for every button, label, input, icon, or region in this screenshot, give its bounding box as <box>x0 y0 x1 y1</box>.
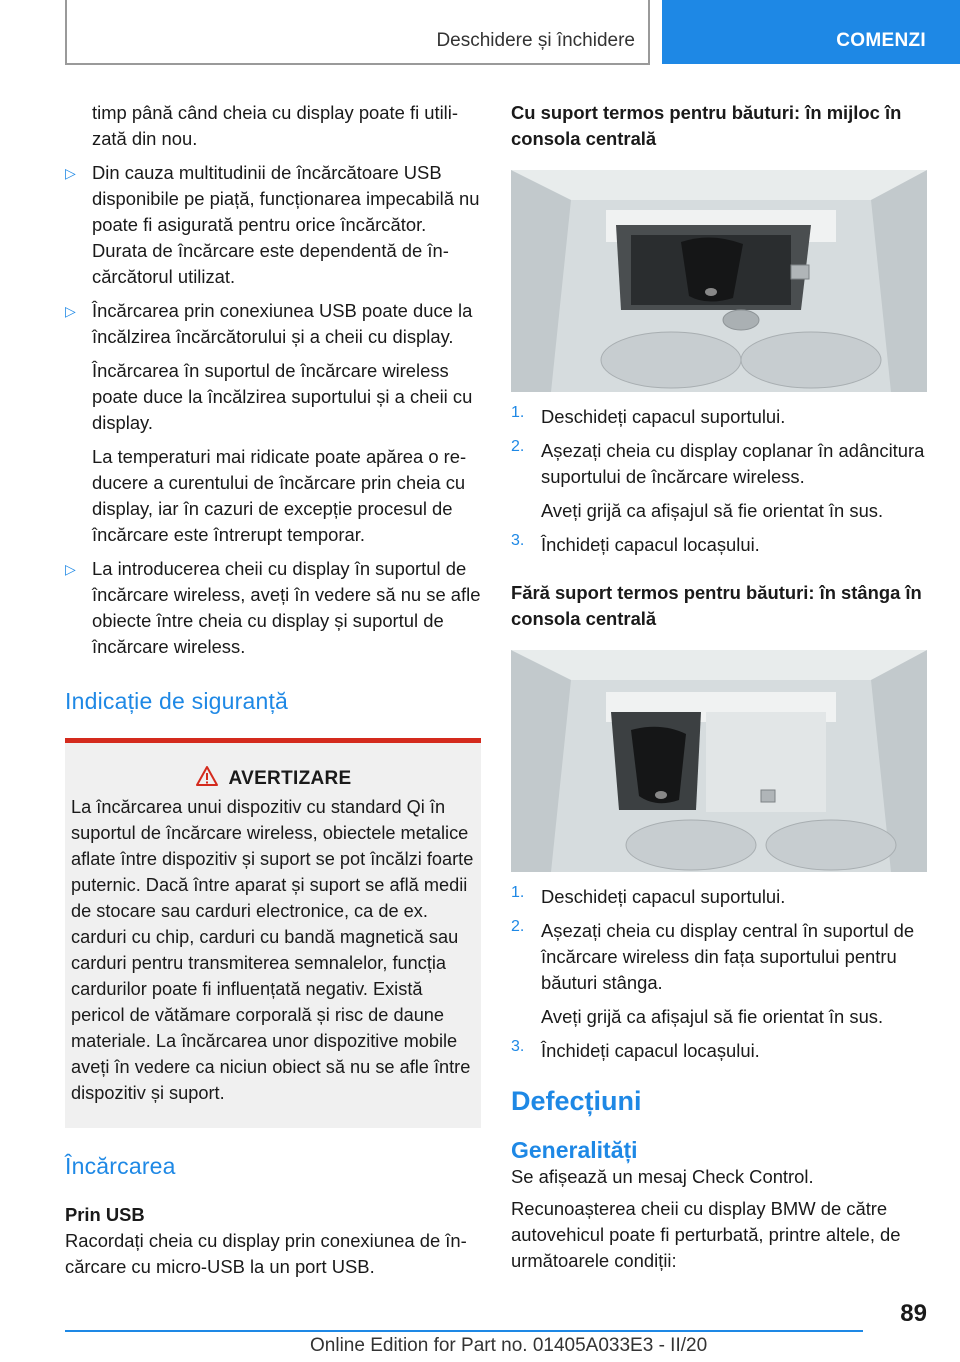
usb-text: Racordați cheia cu display prin conexiunea de încărcare cu micro-USB la un port USB. <box>65 1230 467 1277</box>
continued-text: timp până când cheia cu display poate fi utilizată din nou. <box>92 102 458 149</box>
bullet-text: La temperaturi mai ridicate poate apărea o reducere a curentului de încărcare prin cheia cu display, iar în cazuri de excepție procesul de încărcare este întrerupt temporar. <box>92 446 467 545</box>
header-rule-left <box>65 0 67 64</box>
bullet-text: Din cauza multitudinii de încărcătoare USB disponibile pe piață, funcționarea impecabilă nu poate fi asigurată pentru orice încărcător. Durata de încărcare este dependentă de încărcătorul utilizat. <box>92 162 480 287</box>
step-text: Așezați cheia cu display coplanar în adâncitura suportului de încărcare wireless. <box>541 440 925 487</box>
list-item <box>511 438 927 524</box>
left-column <box>65 100 481 1280</box>
general-heading: Generalități <box>511 1137 638 1163</box>
header-rule-right <box>648 0 650 64</box>
step-text: Închideți capacul locașului. <box>541 1040 760 1061</box>
chapter-tab-label: COMENZI <box>836 30 926 51</box>
list-item <box>65 556 481 660</box>
general-text-2: Recunoașterea cheii cu display BMW de către autovehicul poate fi perturbată, printre altele, de următoarele condiții: <box>511 1198 901 1271</box>
step-text: Aveți grijă ca afișajul să fie orientat în sus. <box>541 500 884 521</box>
step-number: 2. <box>511 918 525 935</box>
warning-header <box>71 765 475 792</box>
list-item <box>511 1038 927 1064</box>
usb-heading: Prin USB <box>65 1204 145 1225</box>
section-title: Deschidere și închidere <box>436 30 635 51</box>
warning-text: La încărcarea unui dispozitiv cu standard Qi în suportul de încărcare wireless, obiectele metalice aflate între dispozitiv și suport se pot încălzi foarte puternic. Dacă între aparat și suport se află medii de stocare sau carduri electronice, ca de ex. carduri cu chip, carduri cu bandă magnetică sau carduri pentru transmiterea semnalelor, funcția cardurilor poate fi influențată negativ. Există pericol de vătămare corporală și risc de daune materiale. La încărcarea unor dispozitive mobile aveți în vedere ca niciun obiect să nu se afle între dispozitiv și suport. <box>71 797 474 1103</box>
charging-heading: Încărcarea <box>65 1153 176 1179</box>
subheading-center-console: Cu suport termos pentru băuturi: în mijloc în consola centrală <box>511 102 902 149</box>
step-text: Deschideți capacul suportului. <box>541 886 786 907</box>
list-item <box>511 884 927 910</box>
warning-title: AVERTIZARE <box>228 767 352 789</box>
step-text: Așezați cheia cu display central în suportul de încărcare wireless din fața suportului pentru băuturi stânga. <box>541 920 915 993</box>
subheading-left-console: Fără suport termos pentru băuturi: în stânga în consola centrală <box>511 582 922 629</box>
list-item <box>65 298 481 548</box>
bullet-text: Încărcarea prin conexiunea USB poate duce la încălzirea încărcătorului și a cheii cu display. <box>92 300 473 347</box>
warning-triangle-icon <box>195 765 219 792</box>
list-item <box>511 918 927 1030</box>
footer-edition: Online Edition for Part no. 01405A033E3 - II/20 <box>310 1335 708 1356</box>
general-text-1: Se afișează un mesaj Check Control. <box>511 1166 814 1187</box>
step-number: 1. <box>511 404 525 421</box>
page-number: 89 <box>900 1300 927 1327</box>
list-item <box>511 404 927 430</box>
safety-heading: Indicație de siguranță <box>65 688 289 714</box>
bullet-text: Încărcarea în suportul de încărcare wireless poate duce la încălzirea suportului și a cheii cu display. <box>92 360 473 433</box>
step-number: 1. <box>511 884 525 901</box>
header-rule-bottom <box>65 63 650 65</box>
warning-box <box>65 738 481 1128</box>
triangle-bullet-icon: ▷ <box>65 165 76 181</box>
bullet-text: La introducerea cheii cu display în suportul de încărcare wireless, aveți în vedere să nu se afle obiecte între cheia cu display și suportul de încărcare wireless. <box>92 558 481 657</box>
step-number: 3. <box>511 1038 525 1055</box>
step-text: Deschideți capacul suportului. <box>541 406 786 427</box>
chapter-tab[interactable] <box>662 0 960 64</box>
list-item <box>65 160 481 290</box>
footer-rule <box>65 1330 863 1332</box>
console-photo-left <box>511 650 927 872</box>
step-number: 2. <box>511 438 525 455</box>
step-text: Aveți grijă ca afișajul să fie orientat în sus. <box>541 1006 884 1027</box>
right-column <box>511 100 927 1274</box>
list-item <box>511 532 927 558</box>
step-number: 3. <box>511 532 525 549</box>
faults-heading: Defecțiuni <box>511 1086 642 1116</box>
console-photo-center <box>511 170 927 392</box>
step-text: Închideți capacul locașului. <box>541 534 760 555</box>
triangle-bullet-icon: ▷ <box>65 561 76 577</box>
triangle-bullet-icon: ▷ <box>65 303 76 319</box>
